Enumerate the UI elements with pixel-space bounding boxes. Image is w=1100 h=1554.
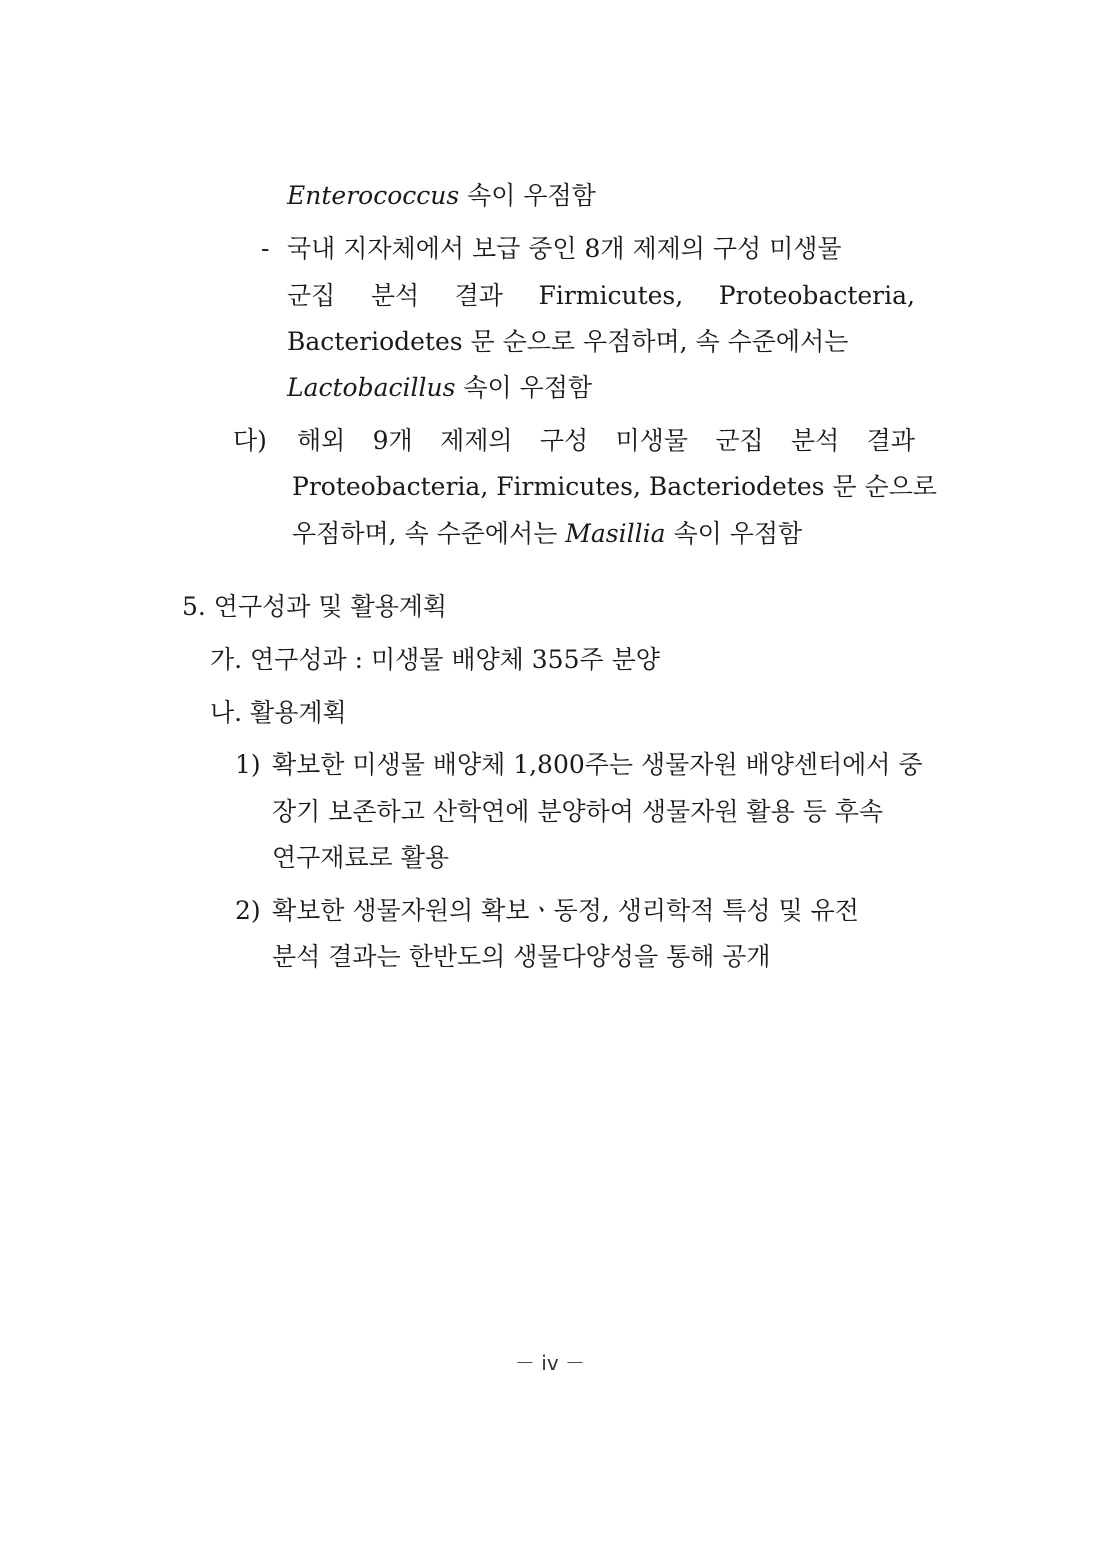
domestic-line-2-w5: Proteobacteria,	[718, 281, 915, 310]
overseas-line-1-w8: 결과	[866, 426, 915, 455]
item1-line-3: 연구재료로 활용	[272, 843, 449, 872]
domestic-line-3-text: Bacteriodetes 문 순으로 우점하며, 속 수준에서는	[287, 327, 849, 356]
genus-enterococcus: Enterococcus	[287, 181, 460, 210]
domestic-line-2-w4: Firmicutes,	[538, 281, 684, 310]
overseas-line-1-w3: 제제의	[440, 426, 513, 455]
section5-heading: 5. 연구성과 및 활용계획	[182, 592, 448, 621]
item2-line-1: 확보한 생물자원의 확보ㆍ동정, 생리학적 특성 및 유전	[272, 896, 859, 925]
overseas-line-2	[292, 470, 937, 504]
item1-line-2: 장기 보존하고 산학연에 분양하여 생물자원 활용 등 후속	[272, 797, 884, 826]
genus-lactobacillus: Lactobacillus	[287, 373, 456, 402]
genus-masillia: Masillia	[565, 519, 666, 548]
overseas-line-2-text: Proteobacteria, Firmicutes, Bacteriodetes 문 순으로	[292, 472, 937, 501]
domestic-line-3	[287, 325, 848, 359]
domestic-line-1-text: 국내 지자체에서 보급 중인 8개 제제의 구성 미생물	[287, 234, 842, 263]
overseas-line-1-w1: 해외	[297, 426, 346, 455]
overseas-line-1-w7: 분석	[790, 426, 840, 455]
domestic-line-4-rest: 속이 우점함	[455, 373, 593, 402]
overseas-line-1-w4: 구성	[539, 426, 589, 455]
domestic-line-1	[287, 232, 915, 266]
domestic-line-2-w2: 분석	[370, 281, 420, 310]
domestic-line-2-w3: 결과	[454, 281, 503, 310]
overseas-line-1-w6: 군집	[715, 426, 764, 455]
domestic-dash: -	[261, 234, 270, 263]
enterococcus-rest: 속이 우점함	[459, 181, 596, 210]
overseas-line-1-w2: 9개	[372, 426, 413, 455]
overseas-marker: 다)	[233, 426, 267, 455]
item2-line-2: 분석 결과는 한반도의 생물다양성을 통해 공개	[272, 942, 771, 971]
page-number: － iv －	[514, 1351, 586, 1375]
overseas-line-3-pre: 우점하며, 속 수준에서는	[292, 519, 566, 548]
domestic-line-4	[287, 371, 592, 405]
section5-subitem-a: 가. 연구성과 : 미생물 배양체 355주 분양	[210, 645, 660, 674]
item1-line-1: 확보한 미생물 배양체 1,800주는 생물자원 배양센터에서 중	[272, 750, 923, 779]
overseas-line-1	[297, 424, 915, 458]
overseas-line-3-post: 속이 우점함	[665, 519, 803, 548]
item1-marker: 1)	[235, 750, 261, 779]
overseas-line-3	[292, 517, 802, 551]
overseas-line-1-w5: 미생물	[615, 426, 688, 455]
section5-subitem-b: 나. 활용계획	[210, 698, 347, 727]
item2-marker: 2)	[235, 896, 261, 925]
enterococcus-line	[287, 179, 596, 213]
domestic-line-2	[287, 279, 915, 313]
domestic-line-2-w1: 군집	[287, 281, 336, 310]
